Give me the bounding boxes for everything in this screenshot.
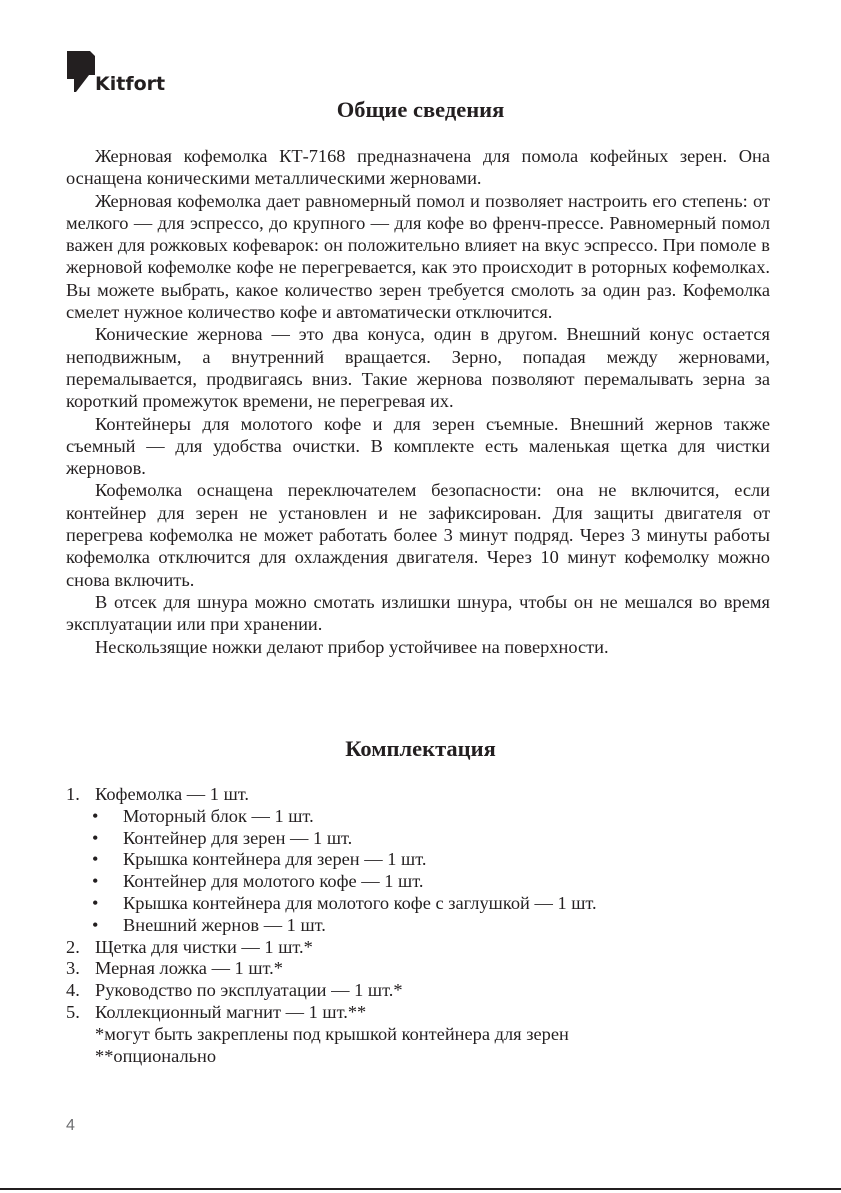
- list-item: [66, 937, 770, 959]
- sub-list-item: [66, 828, 770, 850]
- list-item-text: Коллекционный магнит — 1 шт.**: [95, 1001, 367, 1022]
- sub-list-item-text: Крышка контейнера для молотого кофе с заглушкой — 1 шт.: [123, 892, 597, 913]
- section-title-contents: Комплектация: [345, 736, 496, 761]
- bottom-divider: [0, 1188, 841, 1190]
- list-item: [66, 980, 770, 1002]
- bullet-icon: •: [92, 827, 99, 848]
- list-item-number: 2.: [66, 936, 80, 957]
- logo-text: Kitfort: [95, 73, 166, 95]
- contents-list: [66, 784, 770, 1067]
- bullet-icon: •: [92, 849, 99, 870]
- page-number: 4: [66, 1117, 75, 1134]
- sub-list-item-text: Моторный блок — 1 шт.: [123, 805, 314, 826]
- section-title-general: Общие сведения: [336, 97, 505, 122]
- paragraph: В отсек для шнура можно смотать излишки шнура, чтобы он не мешался во время эксплуатации или при хранении.: [66, 591, 770, 635]
- sub-list-item-text: Крышка контейнера для зерен — 1 шт.: [123, 849, 427, 870]
- paragraph: Кофемолка оснащена переключателем безопасности: она не включится, если контейнер для зерен не установлен и не зафиксирован. Для защиты двигателя от перегрева кофемолка не может работать более 3 минут подряд. Через 3 минуты работы кофемолка отключится для охлаждения двигателя. Через 10 минут кофемолку можно снова включить.: [66, 480, 770, 590]
- sub-list-item-text: Контейнер для зерен — 1 шт.: [123, 827, 353, 848]
- list-item: [66, 784, 770, 806]
- footnote: *могут быть закреплены под крышкой контейнера для зерен: [95, 1023, 569, 1044]
- paragraph: Контейнеры для молотого кофе и для зерен съемные. Внешний жернов также съемный — для удобства очистки. В комплекте есть маленькая щетка для чистки жерновов.: [66, 413, 770, 479]
- list-item-number: 1.: [66, 784, 80, 804]
- kitfort-logo: [66, 49, 176, 99]
- list-item: [66, 1002, 770, 1024]
- paragraph: Жерновая кофемолка КТ-7168 предназначена для помола кофейных зерен. Она оснащена коническими металлическими жерновами.: [66, 146, 770, 189]
- paragraph: Жерновая кофемолка дает равномерный помол и позволяет настроить его степень: от мелкого — для эспрессо, до крупного — для кофе во френч-прессе. Равномерный помол важен для рожковых кофеварок: он положительно влияет на вкус эспрессо. При помоле в жерновой кофемолке кофе не перегревается, как это происходит в роторных кофемолках. Вы можете выбрать, какое количество зерен требуется смолоть за один раз. Кофемолка смелет нужное количество кофе и автоматически отключится.: [66, 190, 770, 323]
- list-item-text: Кофемолка — 1 шт.: [95, 784, 250, 804]
- sub-list-item-text: Контейнер для молотого кофе — 1 шт.: [123, 871, 424, 892]
- list-item-text: Мерная ложка — 1 шт.*: [95, 958, 283, 979]
- bullet-icon: •: [92, 805, 99, 826]
- sub-list-item: [66, 871, 770, 893]
- list-item-number: 3.: [66, 958, 80, 979]
- sub-list-item: [66, 915, 770, 937]
- sub-list-item: [66, 893, 770, 915]
- paragraph: Нескользящие ножки делают прибор устойчивее на поверхности.: [95, 636, 609, 657]
- general-info-text: [66, 145, 770, 658]
- list-item-text: Щетка для чистки — 1 шт.*: [95, 936, 313, 957]
- bullet-icon: •: [92, 871, 99, 892]
- bullet-icon: •: [92, 892, 99, 913]
- kitfort-logo-icon: [66, 49, 96, 97]
- sub-list-item-text: Внешний жернов — 1 шт.: [123, 914, 326, 935]
- list-item-number: 5.: [66, 1001, 80, 1022]
- footnote: **опционально: [95, 1045, 217, 1066]
- paragraph: Конические жернова — это два конуса, один в другом. Внешний конус остается неподвижным, а внутренний вращается. Зерно, попадая между жерновами, перемалывается, продвигаясь вниз. Такие жернова позволяют перемалывать зерна за короткий промежуток времени, не перегревая их.: [66, 324, 770, 412]
- sub-list-item: [66, 849, 770, 871]
- bullet-icon: •: [92, 914, 99, 935]
- list-item: [66, 958, 770, 980]
- list-item-number: 4.: [66, 980, 80, 1001]
- sub-list-item: [66, 806, 770, 828]
- list-item-text: Руководство по эксплуатации — 1 шт.*: [95, 980, 403, 1001]
